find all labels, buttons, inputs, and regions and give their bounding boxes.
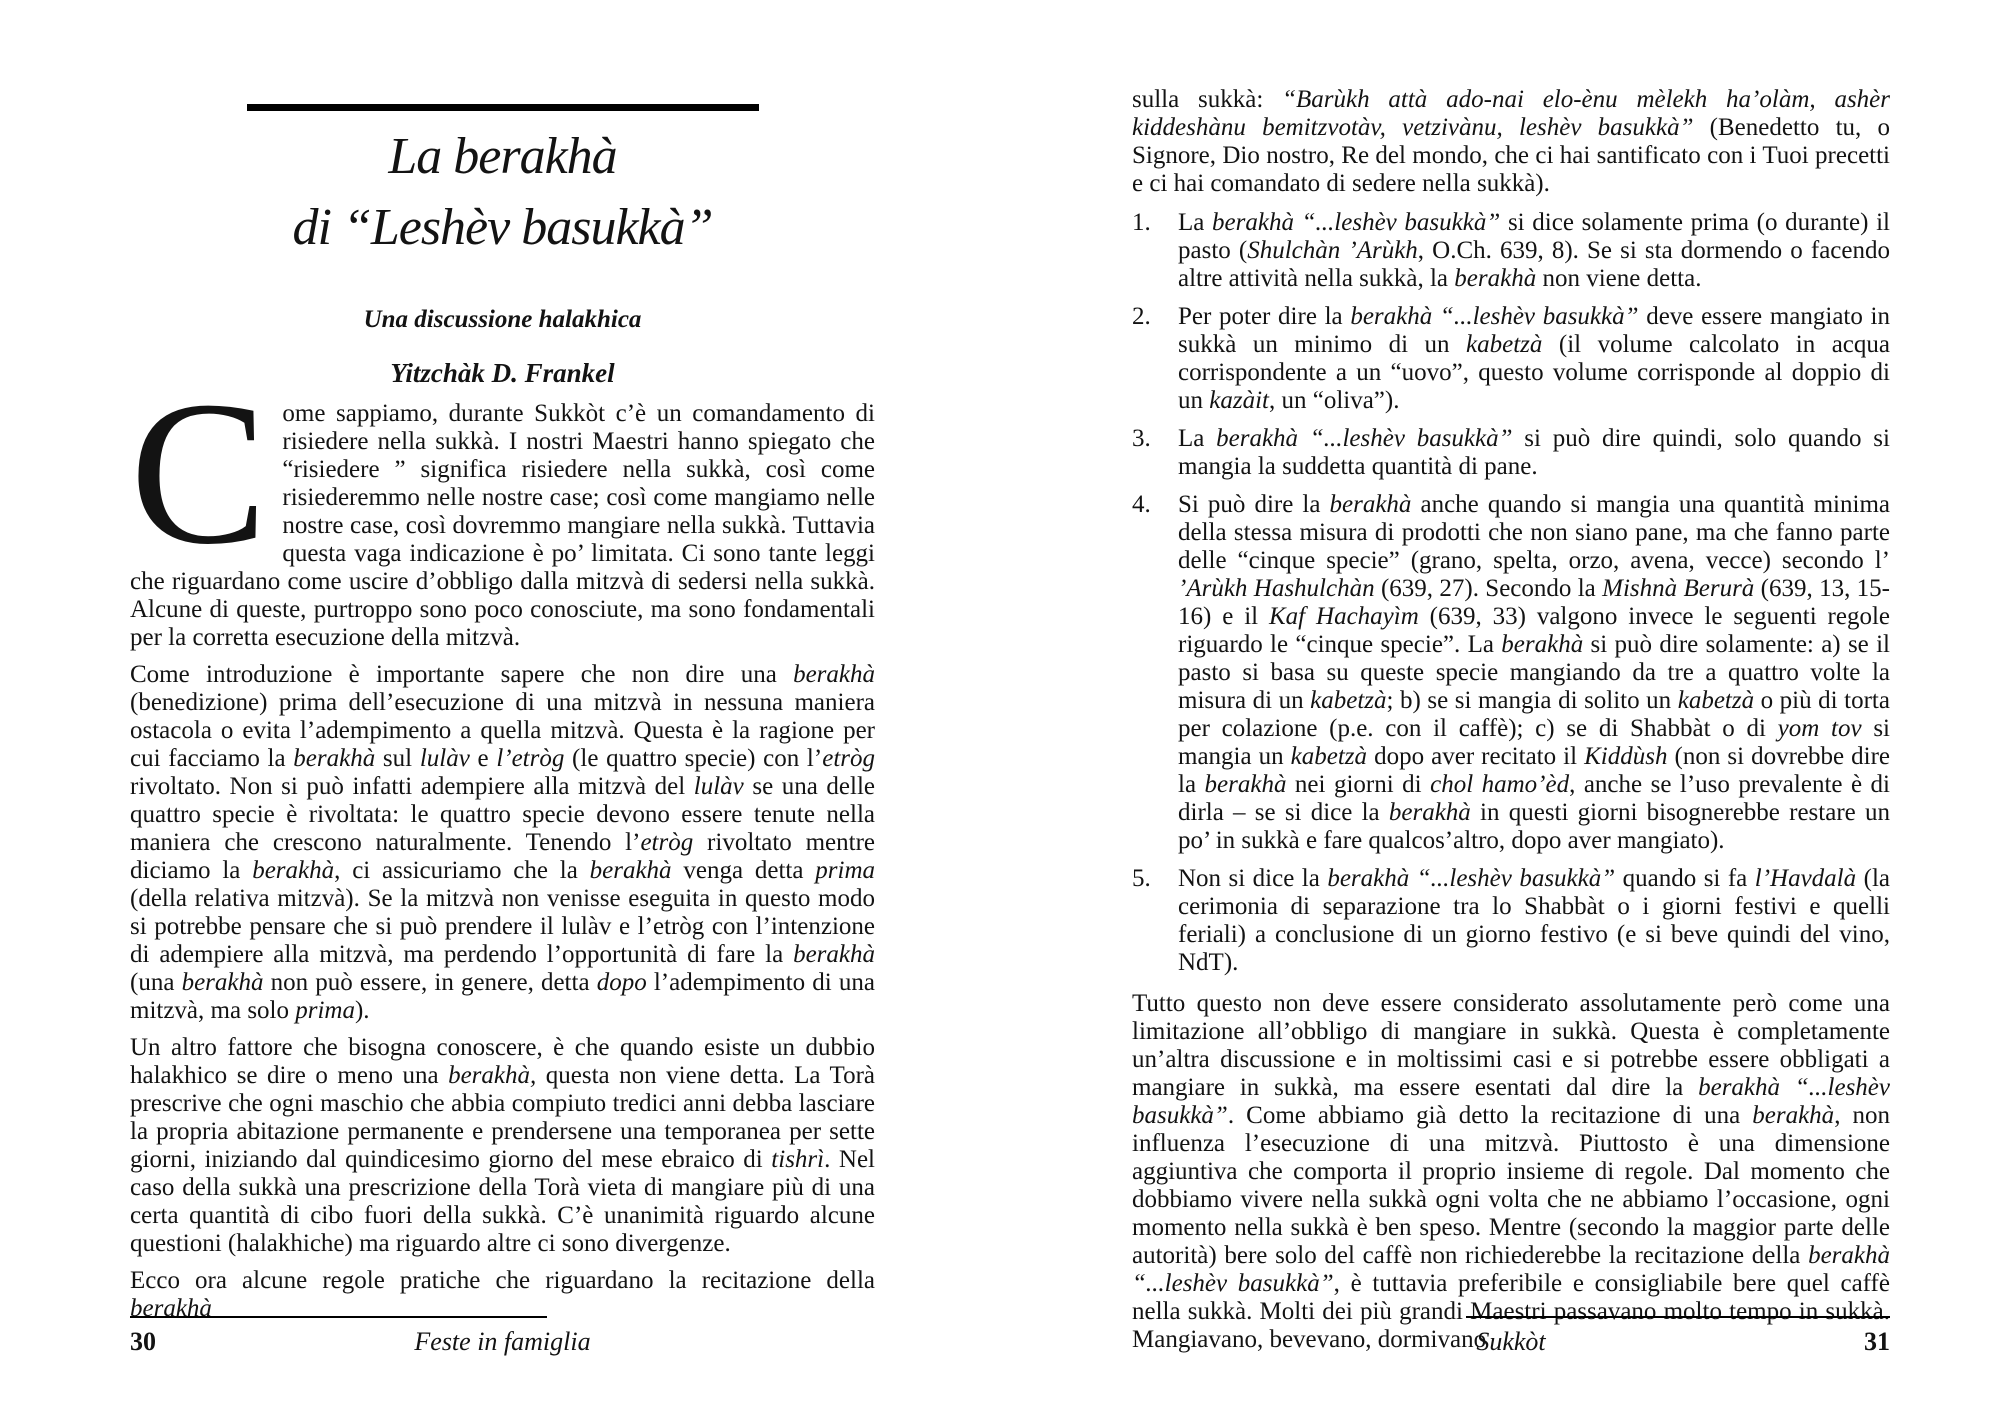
right-footer-rule xyxy=(1466,1316,1890,1318)
list-item-1 xyxy=(1132,209,1890,293)
right-page xyxy=(1132,0,1890,1417)
chapter-title xyxy=(223,121,783,263)
paragraph-opening-text: ome sappiamo, durante Sukkòt c’è un comandamento di risiedere nella sukkà. I nostri Maestri hanno spiegato che “risiedere ” significa risiedere nella sukkà, così come risiederemmo nelle nostre case; così come mangiamo nelle nostre case, così dovremmo mangiare nella sukkà. Tuttavia questa vaga indicazione è po’ limitata. Ci sono tante leggi che riguardano come uscire d’obbligo dalla mitzvà di sedersi nella sukkà. Alcune di queste, purtroppo sono poco conosciute, ma sono fondamentali per la corretta esecuzione della mitzvà. xyxy=(130,400,875,651)
paragraph-closing: Tutto questo non deve essere considerato assolutamente però come una limitazione all’obbligo di mangiare in sukkà. Questa è completamente un’altra discussione e in moltissimi casi e si potrebbe essere obbligati a mangiare in sukkà, ma essere esentati dal dire la berakhà “...leshèv basukkà”. Come abbiamo già detto la recitazione di una berakhà, non influenza l’esecuzione di una mitzvà. Piuttosto è una dimensione aggiuntiva che comporta il proprio insieme di regole. Dal momento che dobbiamo vivere nella sukkà ogni volta che ne abbiamo l’occasione, ogni momento nella sukkà è ben speso. Mentre (secondo la maggior parte delle autorità) bere solo del caffè non richiederebbe la recitazione della berakhà “...leshèv basukkà”, è tuttavia preferibile e consigliabile bere quel caffè nella sukkà. Molti dei più grandi Maestri passavano molto tempo in sukkà. Mangiavano, bevevano, dormivano xyxy=(1132,990,1891,1353)
rules-list xyxy=(1132,209,1890,977)
paragraph-blessing-text: sulla sukkà: “Barùkh attà ado-nai elo-ènu mèlekh ha’olàm, ashèr kiddeshànu bemitzvotàv, vetzivànu, leshèv basukkà” (Benedetto tu, o Signore, Dio nostro, Re del mondo, che ci hai santificato con i Tuoi precetti e ci hai comandato di sedere nella sukkà). xyxy=(1132,86,1890,197)
page-number-left: 30 xyxy=(130,1327,156,1356)
list-item-4 xyxy=(1132,491,1890,855)
running-title-left: Feste in famiglia xyxy=(414,1327,591,1356)
left-footer-rule xyxy=(130,1316,547,1318)
list-item-2-text: Per poter dire la berakhà “...leshèv basukkà” deve essere mangiato in sukkà un minimo di un kabetzà (il volume calcolato in acqua corrispondente a un “uovo”, questo volume corrisponde al doppio di un kazàit, un “oliva”). xyxy=(1178,303,1890,414)
chapter-subtitle: Una discussione halakhica xyxy=(363,306,642,333)
paragraph-lead-in: Ecco ora alcune regole pratiche che riguardano la recitazione della berakhà xyxy=(130,1267,875,1322)
page-number-right: 31 xyxy=(1864,1327,1890,1356)
chapter-title-line-1: La berakhà xyxy=(388,128,617,185)
left-footer-row xyxy=(130,1327,875,1361)
list-item-1-number: 1. xyxy=(1132,209,1151,236)
list-item-4-number: 4. xyxy=(1132,491,1151,518)
list-item-3-number: 3. xyxy=(1132,425,1151,452)
right-footer-row xyxy=(1132,1327,1890,1361)
chapter-header xyxy=(130,104,875,263)
list-item-3-text: La berakhà “...leshèv basukkà” si può dire quindi, solo quando si mangia la suddetta quantità di pane. xyxy=(1178,425,1890,480)
right-page-body xyxy=(1132,86,1890,1354)
paragraph-introduction: Come introduzione è importante sapere che non dire una berakhà (benedizione) prima dell’esecuzione di una mitzvà in nessuna maniera ostacola o evita l’adempimento a quella mitzvà. Questa è la ragione per cui facciamo la berakhà sul lulàv e l’etròg (le quattro specie) con l’etròg rivoltato. Non si può infatti adempiere alla mitzvà del lulàv se una delle quattro specie è rivoltata: le quattro specie devono essere tenute nella maniera che crescono naturalmente. Tenendo l’etròg rivoltato mentre diciamo la berakhà, ci assicuriamo che la berakhà venga detta prima (della relativa mitzvà). Se la mitzvà non venisse eseguita in questo modo si potrebbe pensare che si può prendere il lulàv e l’etròg con l’intenzione di adempiere alla mitzvà, ma perdendo l’opportunità di fare la berakhà (una berakhà non può essere, in genere, detta dopo l’adempimento di una mitzvà, ma solo prima). xyxy=(130,661,875,1024)
list-item-5 xyxy=(1132,865,1890,977)
left-page-footer xyxy=(130,1316,875,1361)
right-page-footer xyxy=(1132,1316,1890,1361)
list-item-3 xyxy=(1132,425,1890,481)
list-item-5-text: Non si dice la berakhà “...leshèv basukkà” quando si fa l’Havdalà (la cerimonia di separazione tra lo Shabbàt o i giorni festivi e quelli feriali) a conclusione di un giorno festivo (e si beve quindi del vino, NdT). xyxy=(1178,865,1890,976)
running-title-right: Sukkòt xyxy=(1476,1327,1546,1356)
left-page xyxy=(130,0,875,1417)
list-item-2-number: 2. xyxy=(1132,303,1151,330)
chapter-title-line-2: di “Leshèv basukkà” xyxy=(292,199,713,256)
paragraph-other-factor: Un altro fattore che bisogna conoscere, è che quando esiste un dubbio halakhico se dire o meno una berakhà, questa non viene detta. La Torà prescrive che ogni maschio che abbia compiuto tredici anni debba lasciare la propria abitazione permanente e prendersene una temporanea per sette giorni, iniziando dal quindicesimo giorno del mese ebraico di tishrì. Nel caso della sukkà una prescrizione della Torà vieta di mangiare più di una certa quantità di cibo fuori della sukkà. C’è unanimità riguardo alcune questioni (halakhiche) ma riguardo altre ci sono divergenze. xyxy=(130,1034,876,1257)
author-name: Yitzchàk D. Frankel xyxy=(390,358,615,388)
title-rule xyxy=(247,104,759,111)
list-item-4-text: Si può dire la berakhà anche quando si mangia una quantità minima della stessa misura di prodotti che non siano pane, ma che fanno parte delle “cinque specie” (grano, spelta, orzo, avena, vecce) secondo l’ ’Arùkh Hashulchàn (639, 27). Secondo la Mishnà Berurà (639, 13, 15-16) e il Kaf Hachayìm (639, 33) valgono invece le seguenti regole riguardo le “cinque specie”. La berakhà si può dire solamente: a) se il pasto si basa su queste specie mangiando da tre a quattro volte la misura di un kabetzà; b) se si mangia di solito un kabetzà o più di torta per colazione (p.e. con il caffè); c) se di Shabbàt o di yom tov si mangia un kabetzà dopo aver recitato il Kiddùsh (non si dovrebbe dire la berakhà nei giorni di chol hamo’èd, anche se l’uso prevalente è di dirla – se si dice la berakhà in questi giorni bisognerebbe restare un po’ in sukkà e fare qualcos’altro, dopo aver mangiato). xyxy=(1178,491,1891,854)
list-item-1-text: La berakhà “...leshèv basukkà” si dice solamente prima (o durante) il pasto (Shulchàn ’Arùkh, O.Ch. 639, 8). Se si sta dormendo o facendo altre attività nella sukkà, la berakhà non viene detta. xyxy=(1178,209,1890,292)
list-item-5-number: 5. xyxy=(1132,865,1151,892)
list-item-2 xyxy=(1132,303,1890,415)
dropcap-letter: C xyxy=(130,358,268,587)
